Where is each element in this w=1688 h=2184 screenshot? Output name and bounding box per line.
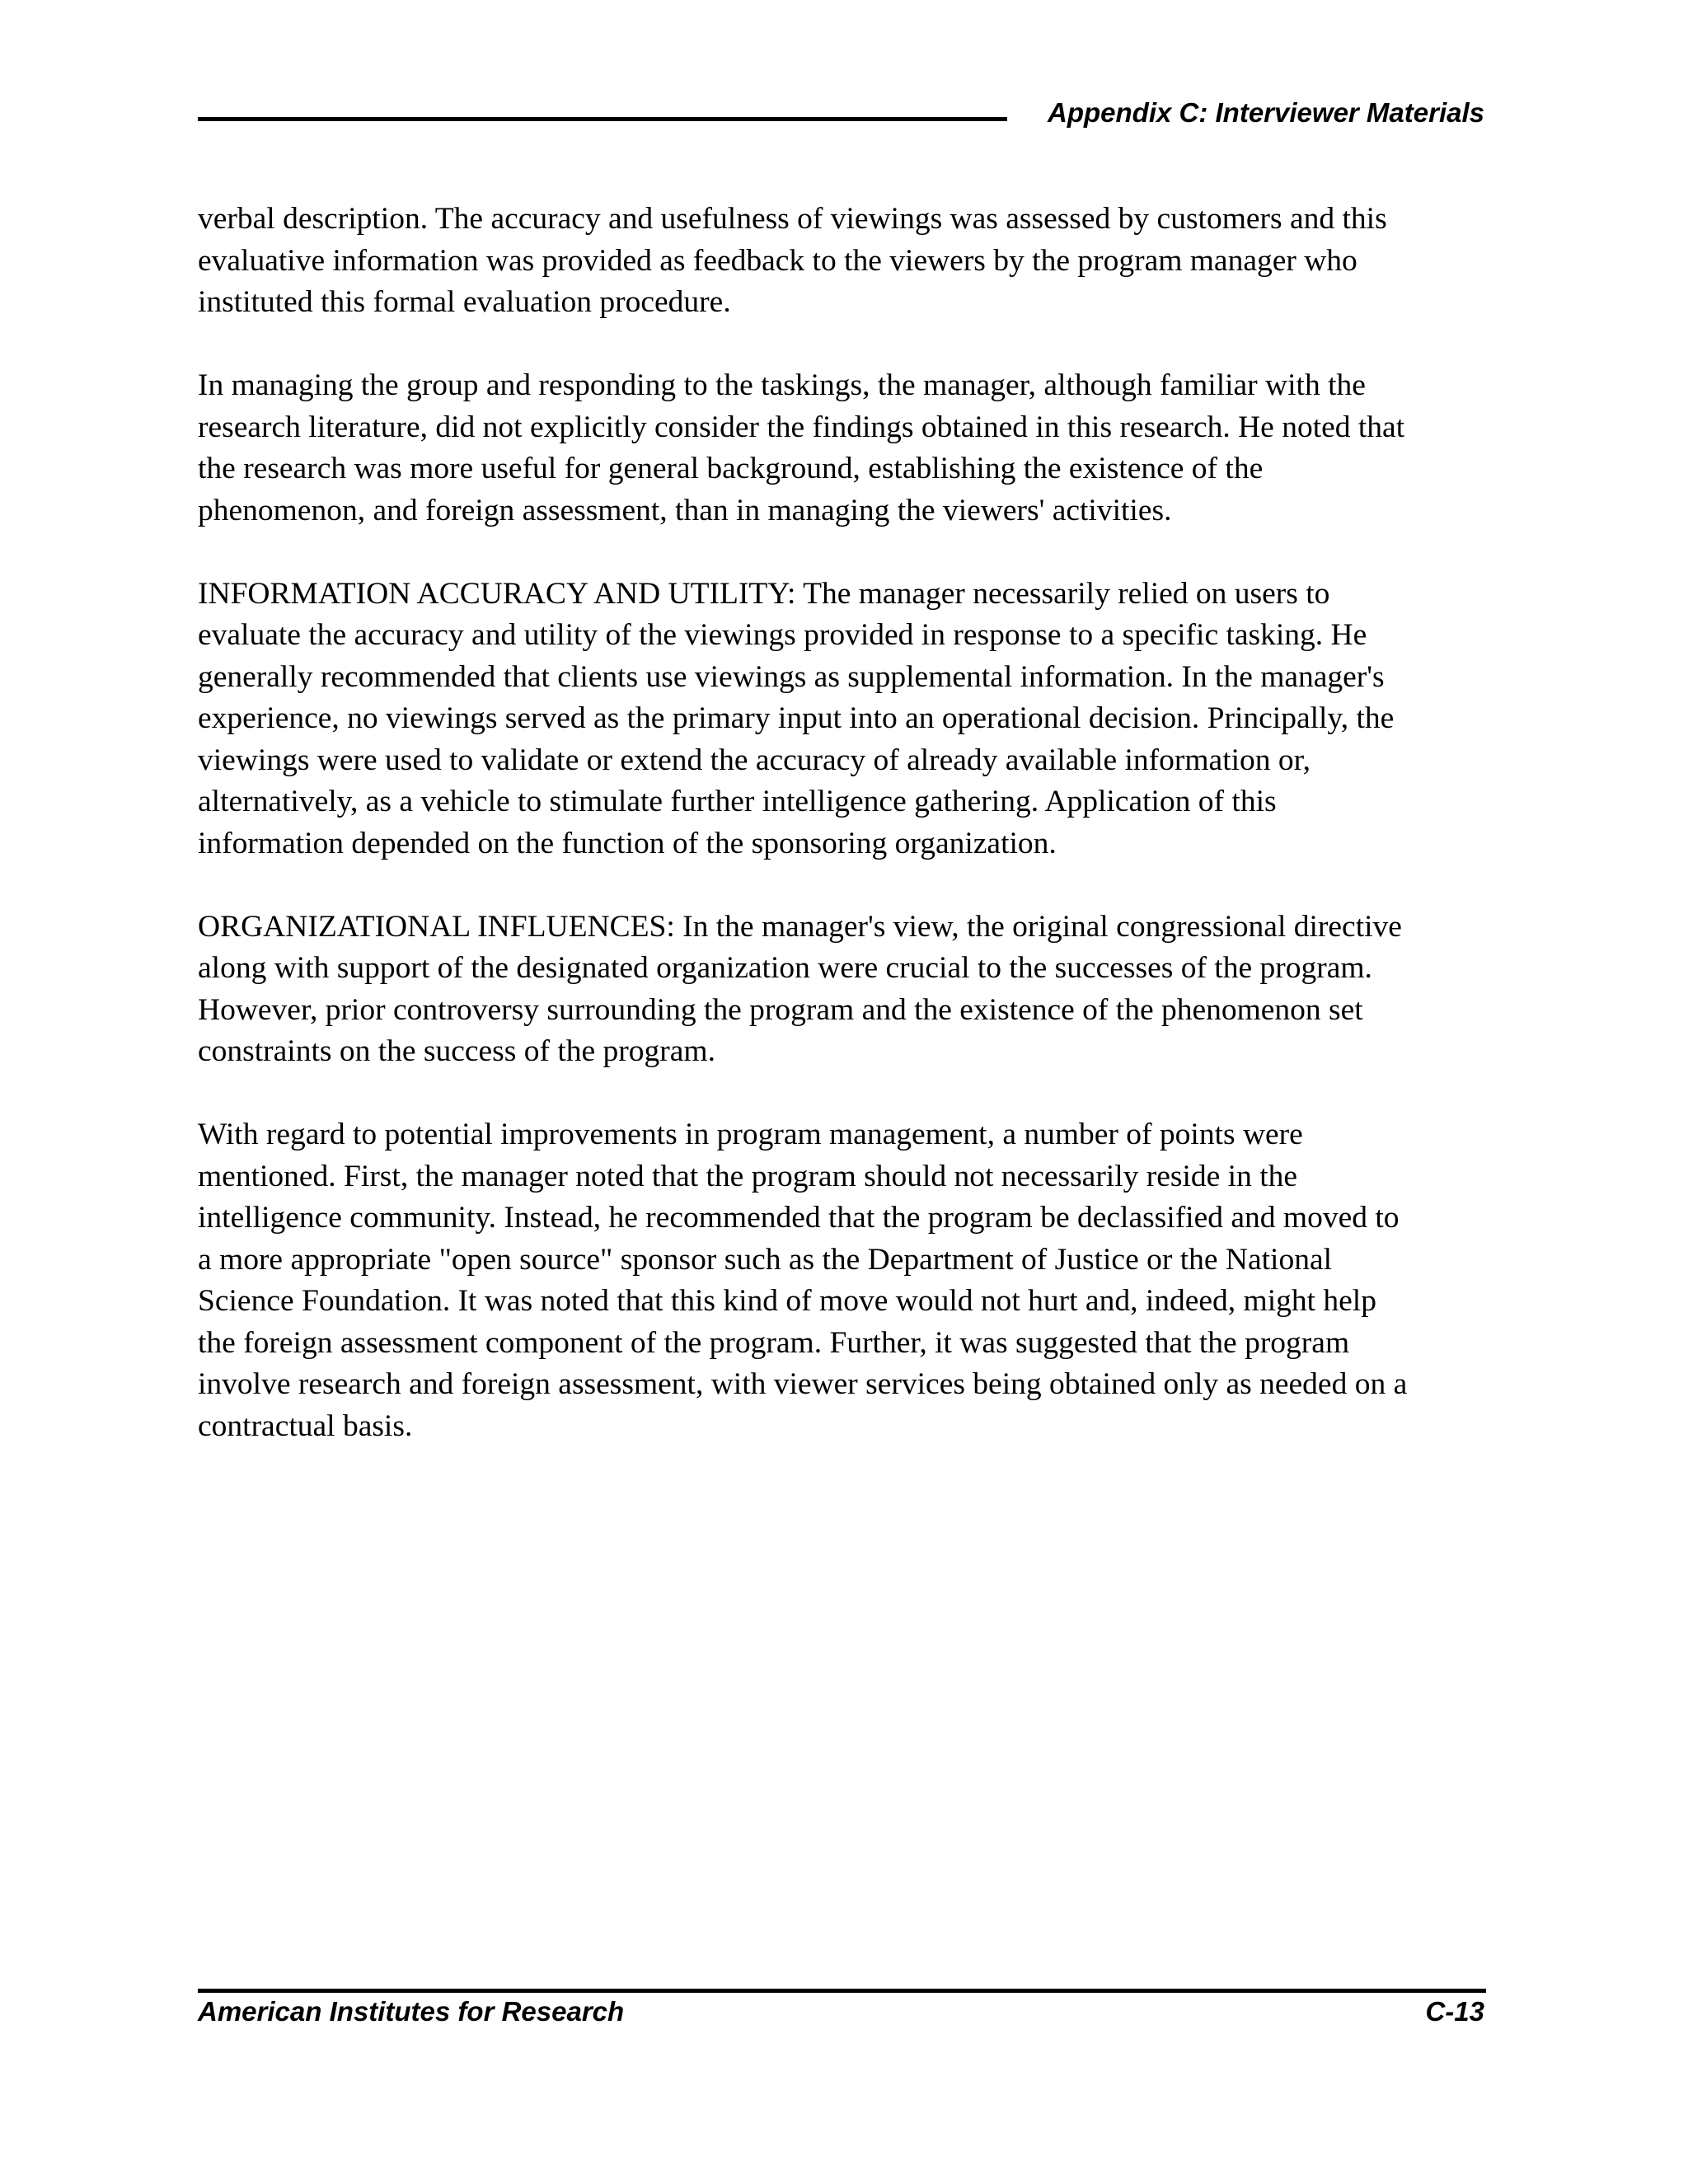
paragraph-4: [198, 907, 1488, 1073]
header-title: Appendix C: Interviewer Materials: [1048, 97, 1484, 128]
paragraph-line: involve research and foreign assessment, with viewer services being obtained only as needed on a: [198, 1367, 1408, 1401]
paragraph-line: along with support of the designated organization were crucial to the successes of the program.: [198, 951, 1372, 985]
paragraph-line: instituted this formal evaluation procedure.: [198, 285, 731, 319]
footer-page-number: C-13: [1425, 1996, 1484, 2027]
paragraph-1: [198, 199, 1488, 324]
paragraph-line: information depended on the function of the sponsoring organization.: [198, 826, 1057, 860]
paragraph-line: research literature, did not explicitly consider the findings obtained in this research. He noted that: [198, 410, 1405, 444]
paragraph-5: [198, 1114, 1488, 1447]
paragraph-line: INFORMATION ACCURACY AND UTILITY: The manager necessarily relied on users to: [198, 576, 1330, 611]
paragraph-line: constraints on the success of the program.: [198, 1034, 715, 1068]
paragraph-line: intelligence community. Instead, he recommended that the program be declassified and moved to: [198, 1201, 1400, 1235]
paragraph-line: evaluate the accuracy and utility of the viewings provided in response to a specific tasking. He: [198, 618, 1367, 652]
paragraph-line: experience, no viewings served as the primary input into an operational decision. Principally, the: [198, 701, 1395, 735]
paragraph-2: [198, 365, 1488, 532]
paragraph-line: evaluative information was provided as feedback to the viewers by the program manager who: [198, 243, 1357, 278]
paragraph-line: viewings were used to validate or extend the accuracy of already available information or,: [198, 743, 1311, 777]
paragraph-line: With regard to potential improvements in program management, a number of points were: [198, 1118, 1303, 1151]
footer-rule: [198, 1989, 1486, 1993]
footer-organization: American Institutes for Research: [198, 1996, 625, 2027]
paragraph-line: a more appropriate "open source" sponsor such as the Department of Justice or the National: [198, 1242, 1333, 1277]
paragraph-line: the foreign assessment component of the program. Further, it was suggested that the program: [198, 1325, 1350, 1360]
paragraph-line: mentioned. First, the manager noted that the program should not necessarily reside in the: [198, 1159, 1298, 1193]
paragraph-line: contractual basis.: [198, 1408, 413, 1443]
paragraph-line: However, prior controversy surrounding the program and the existence of the phenomenon set: [198, 992, 1363, 1027]
paragraph-line: alternatively, as a vehicle to stimulate further intelligence gathering. Application of this: [198, 785, 1277, 818]
paragraph-line: the research was more useful for general background, establishing the existence of the: [198, 452, 1264, 485]
paragraph-line: Science Foundation. It was noted that this kind of move would not hurt and, indeed, might help: [198, 1284, 1376, 1318]
paragraph-3: [198, 574, 1488, 865]
paragraph-line: In managing the group and responding to the taskings, the manager, although familiar with the: [198, 368, 1366, 402]
paragraph-line: verbal description. The accuracy and usefulness of viewings was assessed by customers and this: [198, 202, 1387, 236]
paragraph-line: ORGANIZATIONAL INFLUENCES: In the manager's view, the original congressional directive: [198, 909, 1402, 944]
body-text: [198, 199, 1488, 1489]
paragraph-line: phenomenon, and foreign assessment, than in managing the viewers' activities.: [198, 493, 1172, 527]
header-rule: [198, 117, 1007, 121]
paragraph-line: generally recommended that clients use viewings as supplemental information. In the manager's: [198, 659, 1385, 694]
